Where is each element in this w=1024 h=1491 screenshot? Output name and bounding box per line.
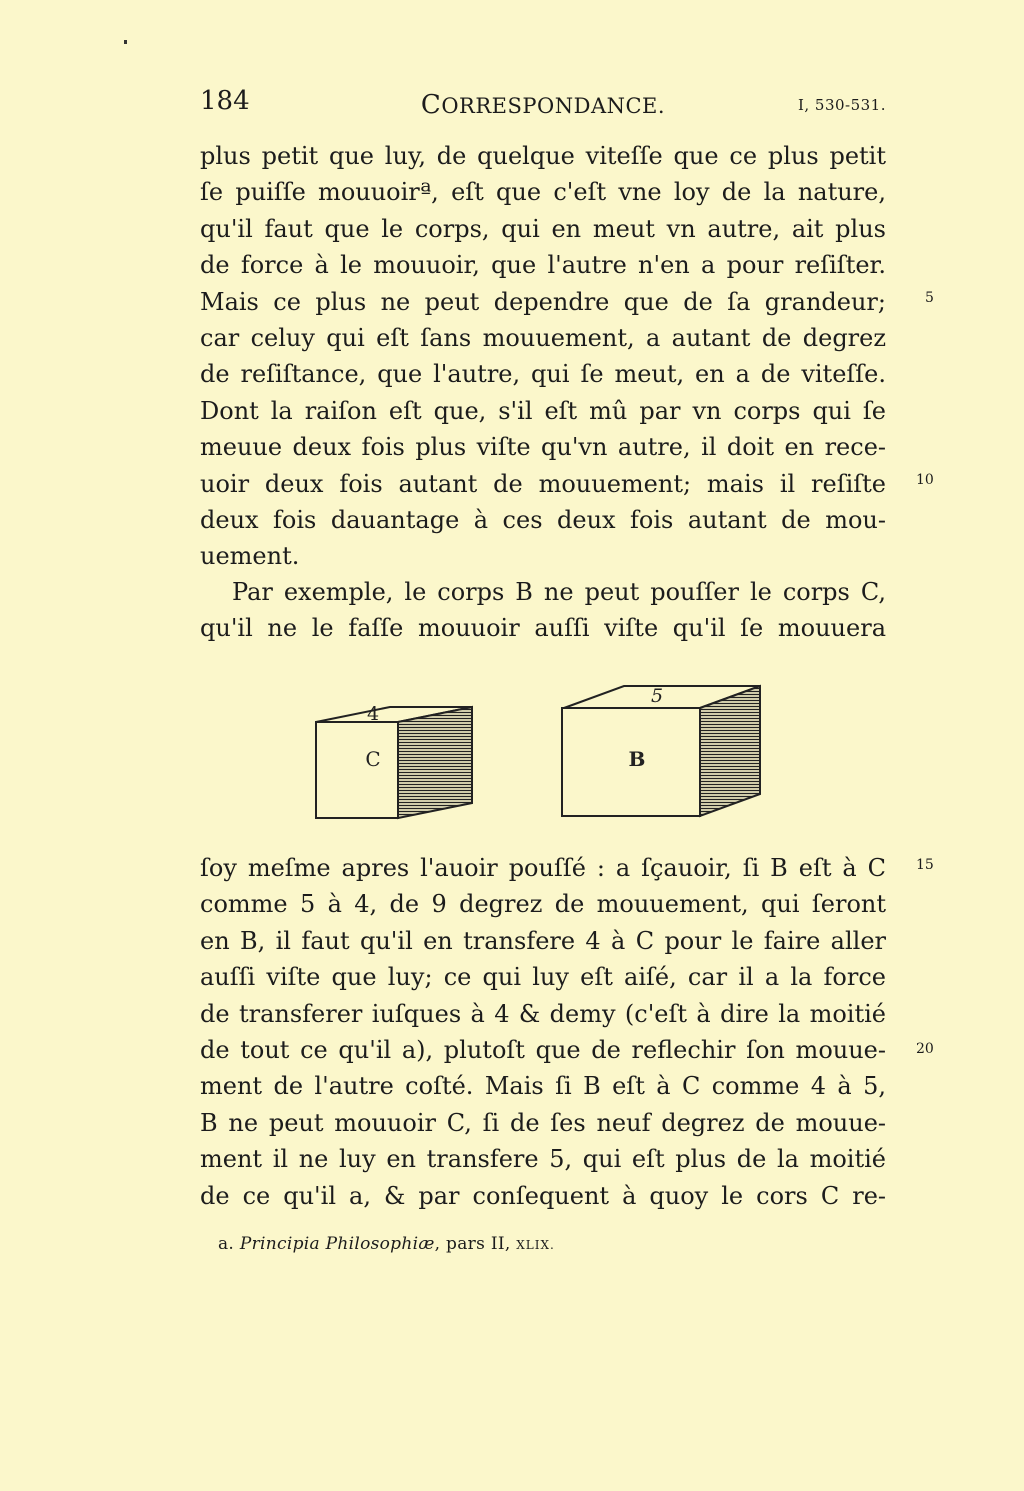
running-title-rest: ORRESPONDANCE. <box>441 94 666 118</box>
paragraph-2 <box>200 574 886 647</box>
line-number-10: 10 <box>916 472 934 488</box>
text-line: de transferer iuſques à 4 & demy (c'eſt à dire la moitié <box>200 999 886 1028</box>
text-line: Par exemple, le corps B ne peut pouſſer le corps C, <box>232 578 886 606</box>
footnote-marker: a. <box>218 1234 235 1254</box>
running-title <box>200 90 886 120</box>
text-line: de tout ce qu'il a), plutoſt que de reflechir ſon mouue- <box>200 1035 886 1064</box>
text-line: comme 5 à 4, de 9 degrez de mouuement, qui ſeront <box>200 890 886 919</box>
text-line: uoir deux fois autant de mouuement; mais il reſiſte <box>200 469 886 498</box>
line-number-5: 5 <box>925 290 934 306</box>
text-line: ment de l'autre coſté. Mais ſi B eſt à C comme 4 à 5, <box>200 1072 886 1101</box>
text-line: meuue deux fois plus viſte qu'vn autre, il doit en rece- <box>200 433 886 462</box>
paragraph-1 <box>200 138 886 575</box>
footnote-text: , pars II, <box>434 1234 517 1254</box>
page-mark <box>124 40 127 44</box>
cube-b-label: B <box>628 747 646 771</box>
running-header <box>200 86 886 126</box>
cube-b-side-face <box>700 686 760 816</box>
text-line: de ce qu'il a, & par conſequent à quoy le cors C re- <box>200 1181 886 1210</box>
text-line: de reſiſtance, que l'autre, qui ſe meut, en a de viteſſe. <box>200 360 886 389</box>
text-line: ſoy meſme apres l'auoir pouſſé : a ſçauoir, ſi B eſt à C <box>200 854 886 882</box>
text-line: ment il ne luy en transfere 5, qui eſt plus de la moitié <box>200 1145 886 1174</box>
running-title-initial: C <box>420 90 442 120</box>
text-line: Mais ce plus ne peut dependre que de ſa grandeur; <box>200 287 886 316</box>
paragraph-3 <box>200 850 886 1214</box>
text-line: car celuy qui eſt ſans mouuement, a autant de degrez <box>200 323 886 352</box>
text-line: uement. <box>200 542 300 571</box>
cube-c-label: C <box>365 747 381 771</box>
text-line: B ne peut mouuoir C, ſi de ſes neuf degrez de mouue- <box>200 1108 886 1137</box>
text-line: qu'il faut que le corps, qui en meut vn autre, ait plus <box>200 214 886 243</box>
cubes-figure <box>300 672 780 832</box>
cube-c <box>316 703 472 818</box>
text-line: en B, il faut qu'il en transfere 4 à C pour le faire aller <box>200 926 886 955</box>
text-line: plus petit que luy, de quelque viteſſe que ce plus petit <box>200 142 886 170</box>
cube-b <box>562 685 760 816</box>
cube-b-top-number: 5 <box>650 685 664 707</box>
text-line: auſſi viſte que luy; ce qui luy eſt aiſé, car il a la force <box>200 963 886 992</box>
footnote-section: XLIX. <box>516 1238 555 1252</box>
line-number-15: 15 <box>916 857 934 873</box>
line-number-20: 20 <box>916 1041 934 1057</box>
cube-c-side-face <box>398 707 472 818</box>
page-number: 184 <box>200 86 250 116</box>
volume-reference: I, 530-531. <box>797 96 886 114</box>
footnote-title: Principia Philosophiæ <box>239 1234 435 1254</box>
text-line: ſe puiſſe mouuoirª, eſt que c'eſt vne loy de la nature, <box>200 178 886 207</box>
footnote <box>218 1234 555 1254</box>
cube-c-front-face <box>316 722 398 818</box>
text-line: de force à le mouuoir, que l'autre n'en a pour reſiſter. <box>200 251 886 280</box>
text-line: Dont la raiſon eſt que, s'il eſt mû par vn corps qui ſe <box>200 396 886 425</box>
text-line: deux fois dauantage à ces deux fois autant de mou- <box>200 505 886 534</box>
cube-c-top-number: 4 <box>366 703 380 725</box>
text-line: qu'il ne le faſſe mouuoir auſſi viſte qu'il ſe mouuera <box>200 614 886 643</box>
